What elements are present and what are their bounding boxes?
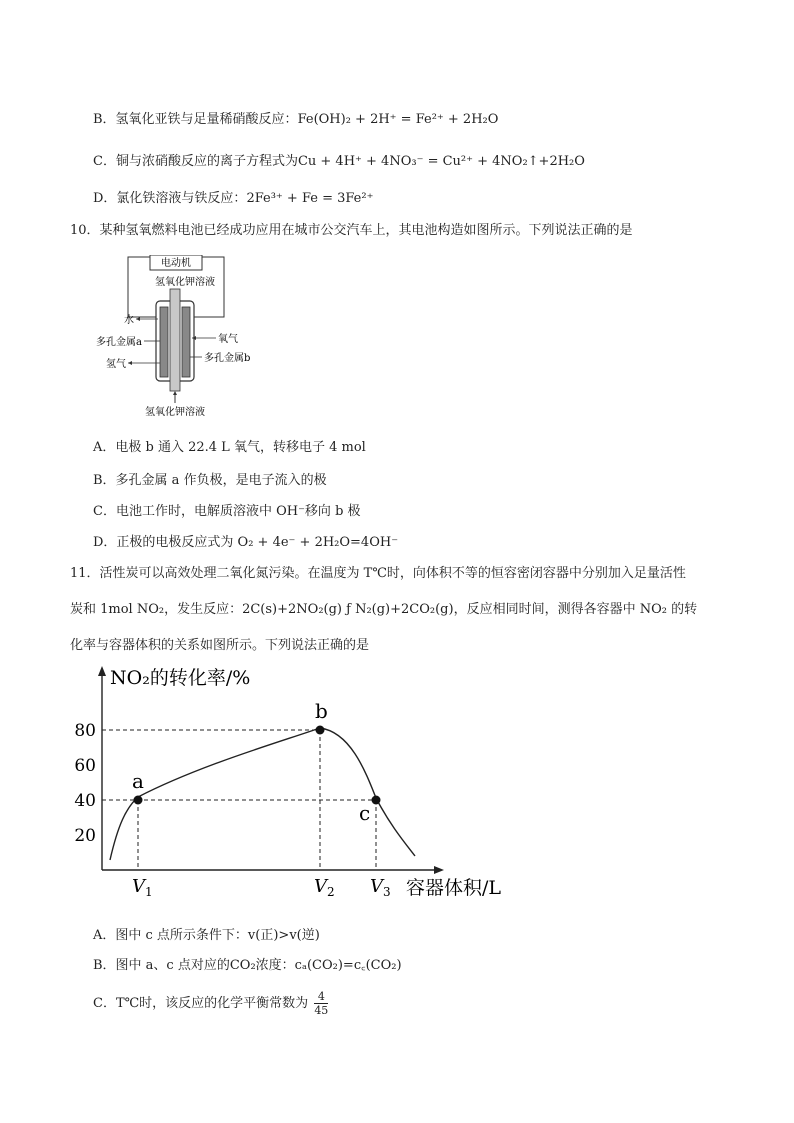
- y-tick-label: 60: [74, 756, 96, 776]
- electrolyte-channel: [170, 289, 180, 391]
- data-point-c: [372, 796, 381, 805]
- point-label-c: c: [359, 801, 371, 825]
- q10-option-a: A．电极 b 通入 22.4 L 氧气，转移电子 4 mol: [93, 440, 366, 455]
- q11-option-c: [93, 990, 328, 1017]
- y-axis-arrow: [98, 666, 106, 676]
- question-11-stem-line1: 11．活性炭可以高效处理二氧化氮污染。在温度为 T℃时，向体积不等的恒容密闭容器中分别加入足量活性: [70, 566, 686, 581]
- hydrogen-label: 氢气: [106, 359, 126, 370]
- x-tick-label: $V_3$: [370, 876, 391, 899]
- option-b-label: B．氢氧化亚铁与足量稀硝酸反应：: [93, 112, 298, 127]
- option-d-prev: [93, 187, 373, 206]
- q10-option-b: B．多孔金属 a 作负极，是电子流入的极: [93, 473, 327, 488]
- fuel-cell-diagram: [80, 255, 250, 425]
- metal-a-label: 多孔金属a: [96, 337, 142, 348]
- conversion-curve: [110, 728, 415, 860]
- data-point-b: [316, 726, 325, 735]
- water-label: 水: [124, 315, 134, 326]
- oxygen-label: 氧气: [218, 334, 238, 345]
- data-point-a: [134, 796, 143, 805]
- conversion-rate-chart: [60, 660, 540, 905]
- question-11-stem-line3: 化率与容器体积的关系如图所示。下列说法正确的是: [70, 638, 370, 653]
- x-axis-arrow: [434, 866, 444, 874]
- option-b-equation: Fe(OH)₂ + 2H⁺ = Fe²⁺ + 2H₂O: [297, 112, 499, 127]
- x-tick-label: $V_1$: [132, 876, 153, 899]
- motor-label: 电动机: [161, 258, 191, 269]
- option-c-prev: [93, 150, 585, 169]
- option-d-equation: 2Fe³⁺ + Fe = 3Fe²⁺: [246, 191, 374, 206]
- option-c-label: C．铜与浓硝酸反应的离子方程式为: [93, 154, 298, 169]
- x-axis-label: 容器体积/L: [406, 877, 502, 899]
- q11-option-a: A．图中 c 点所示条件下：v(正)>v(逆): [93, 928, 320, 943]
- electrode-a: [160, 307, 168, 377]
- point-label-a: a: [132, 769, 144, 793]
- metal-b-label: 多孔金属b: [204, 353, 250, 364]
- fraction: [314, 990, 328, 1017]
- question-10-stem: 10．某种氢氧燃料电池已经成功应用在城市公交汽车上，其电池构造如图所示。下列说法正确的是: [70, 223, 633, 238]
- option-b-prev: [93, 108, 498, 127]
- point-label-b: b: [315, 699, 328, 723]
- q11-option-b: B．图中 a、c 点对应的CO₂浓度：cₐ(CO₂)=c꜀(CO₂): [93, 958, 402, 973]
- fraction-numerator: 4: [314, 990, 328, 1004]
- y-tick-label: 40: [74, 791, 96, 811]
- koh-bottom-label: 氢氧化钾溶液: [145, 407, 205, 418]
- y-axis-label: NO₂的转化率/%: [110, 667, 251, 689]
- option-c-equation: Cu + 4H⁺ + 4NO₃⁻ = Cu²⁺ + 4NO₂↑+2H₂O: [297, 154, 585, 169]
- koh-top-label: 氢氧化钾溶液: [155, 277, 215, 288]
- y-tick-label: 80: [74, 721, 96, 741]
- y-tick-label: 20: [74, 826, 96, 846]
- q10-option-c: C．电池工作时，电解质溶液中 OH⁻移向 b 极: [93, 504, 361, 519]
- electrode-b: [182, 307, 190, 377]
- q10-option-d: D．正极的电极反应式为 O₂ + 4e⁻ + 2H₂O=4OH⁻: [93, 535, 399, 550]
- q11-option-c-label: C．T℃时，该反应的化学平衡常数为: [93, 996, 309, 1011]
- fraction-denominator: 45: [314, 1004, 329, 1017]
- question-11-stem-line2: 炭和 1mol NO₂，发生反应：2C(s)+2NO₂(g) ƒ N₂(g)+2CO₂(g)，反应相同时间，测得各容器中 NO₂ 的转: [70, 602, 698, 617]
- x-tick-label: $V_2$: [314, 876, 335, 899]
- option-d-label: D．氯化铁溶液与铁反应：: [93, 191, 247, 206]
